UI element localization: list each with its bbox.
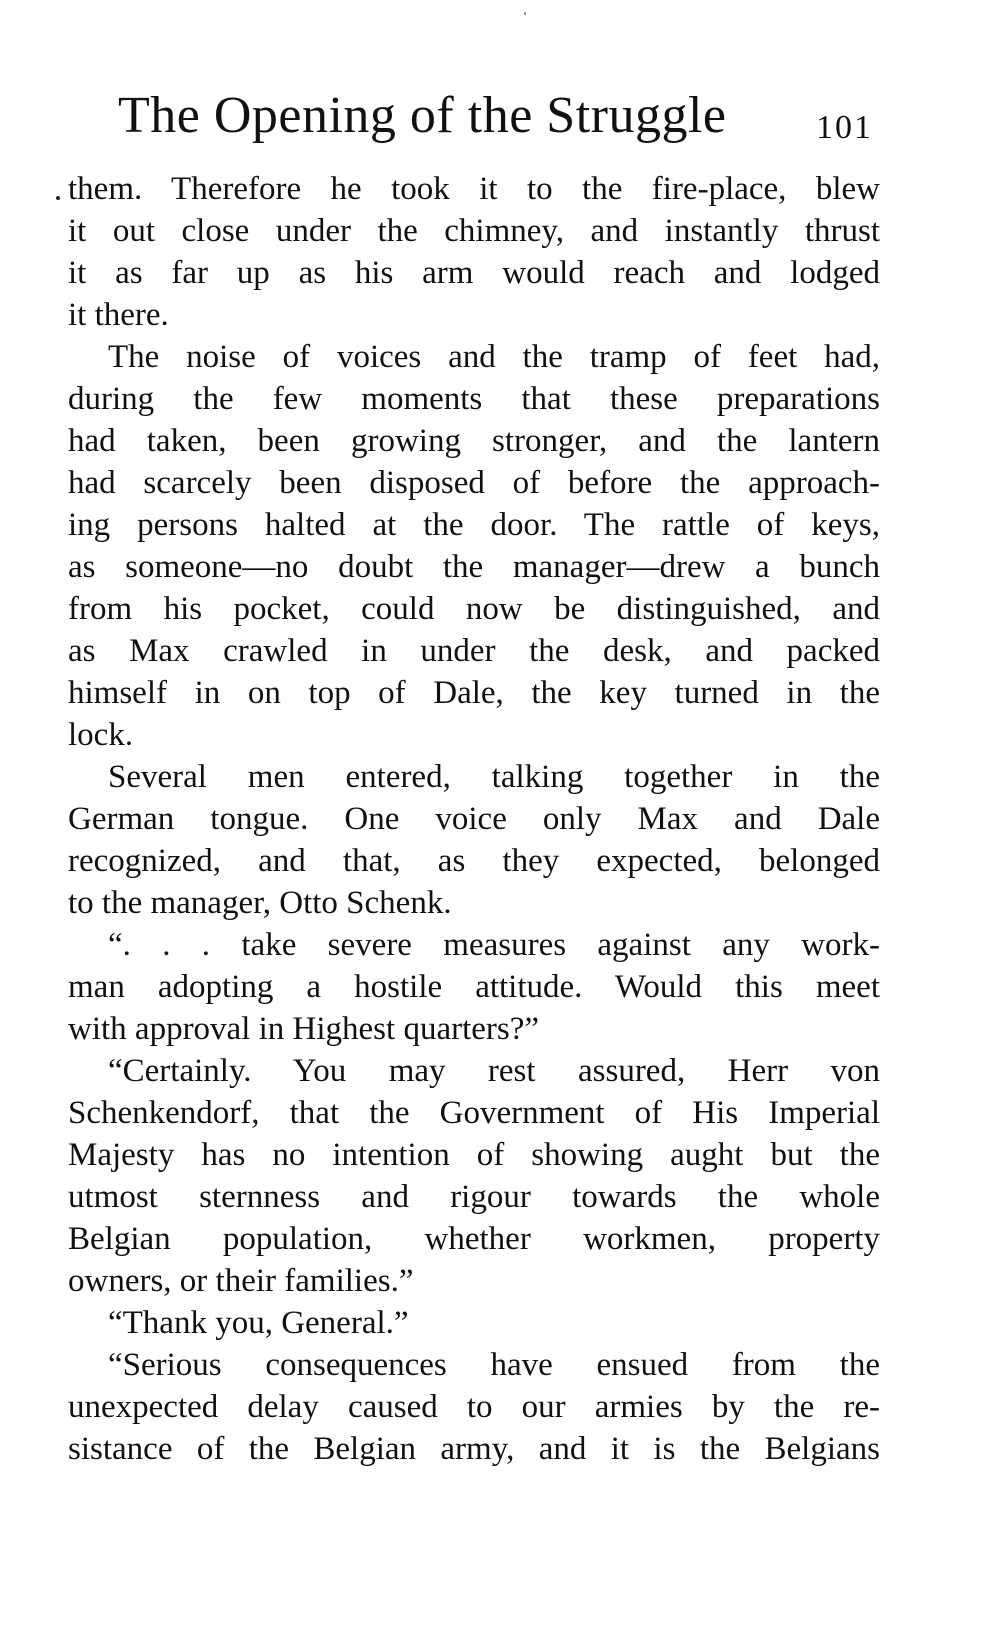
text-line: Schenkendorf, that the Government of His Imperial <box>68 1095 880 1131</box>
text-line: lock. <box>68 717 134 753</box>
text-line: ing persons halted at the door. The rattle of keys, <box>68 507 880 543</box>
text-line: as Max crawled in under the desk, and packed <box>68 633 880 669</box>
text-line: them. Therefore he took it to the fire-place, blew <box>68 171 880 207</box>
text-line: as someone—no doubt the manager—drew a bunch <box>68 549 880 585</box>
stray-print-mark <box>56 196 60 200</box>
body-text <box>68 168 880 1470</box>
paragraph-first-line: Several men entered, talking together in the <box>108 759 880 795</box>
paragraph-first-line: The noise of voices and the tramp of feet had, <box>108 339 880 375</box>
scan-speck <box>524 12 526 15</box>
page-number: 101 <box>816 109 873 146</box>
text-line: recognized, and that, as they expected, belonged <box>68 843 880 879</box>
text-line: German tongue. One voice only Max and Dale <box>68 801 880 837</box>
text-line: utmost sternness and rigour towards the whole <box>68 1179 880 1215</box>
paragraph-first-line: “Serious consequences have ensued from the <box>108 1347 880 1383</box>
text-line: had taken, been growing stronger, and the lantern <box>68 423 880 459</box>
paragraph-first-line: “Thank you, General.” <box>108 1305 409 1341</box>
page-header <box>118 76 918 156</box>
paragraph-first-line: “Certainly. You may rest assured, Herr von <box>108 1053 880 1089</box>
text-line: owners, or their families.” <box>68 1263 414 1299</box>
text-line: Majesty has no intention of showing aught but the <box>68 1137 880 1173</box>
text-line: himself in on top of Dale, the key turned in the <box>68 675 880 711</box>
text-line: with approval in Highest quarters?” <box>68 1011 540 1047</box>
text-line: it out close under the chimney, and instantly thrust <box>68 213 880 249</box>
text-line: sistance of the Belgian army, and it is the Belgians <box>68 1431 880 1467</box>
paragraph-first-line: “. . . take severe measures against any work- <box>108 927 880 963</box>
text-line: Belgian population, whether workmen, property <box>68 1221 880 1257</box>
text-line: during the few moments that these preparations <box>68 381 880 417</box>
text-line: from his pocket, could now be distinguished, and <box>68 591 880 627</box>
text-line: it as far up as his arm would reach and lodged <box>68 255 880 291</box>
running-title: The Opening of the Struggle <box>118 87 727 144</box>
text-line: it there. <box>68 297 169 333</box>
text-line: unexpected delay caused to our armies by the re- <box>68 1389 880 1425</box>
text-line: had scarcely been disposed of before the approach- <box>68 465 880 501</box>
text-line: to the manager, Otto Schenk. <box>68 885 452 921</box>
text-line: man adopting a hostile attitude. Would this meet <box>68 969 880 1005</box>
